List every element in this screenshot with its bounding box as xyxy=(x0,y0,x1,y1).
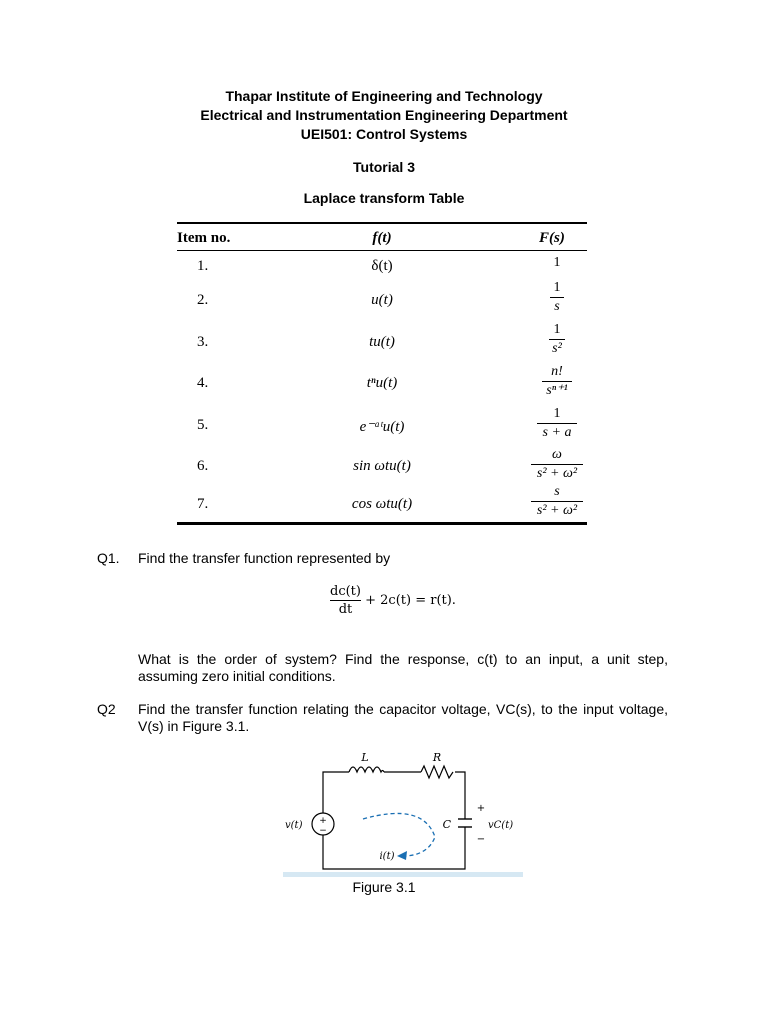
fs-numerator: ω xyxy=(552,447,562,462)
fs-denominator: s + a xyxy=(542,425,572,440)
fraction-bar xyxy=(542,381,572,382)
q1-text: Find the transfer function represented by xyxy=(138,550,391,566)
table-row-ft: sin ωtu(t) xyxy=(353,458,411,474)
header-ft: f(t) xyxy=(372,230,392,246)
table-row-ft: u(t) xyxy=(371,292,393,308)
source-plus: + xyxy=(319,816,327,826)
fs-denominator: s² + ω² xyxy=(536,503,578,518)
fraction-bar xyxy=(549,339,565,340)
cap-minus: − xyxy=(476,834,486,845)
table-row-item: 7. xyxy=(197,496,209,512)
fraction-bar xyxy=(531,464,583,465)
table-row-item: 5. xyxy=(197,417,209,433)
table-row-item: 3. xyxy=(197,334,209,350)
q2-text: Find the transfer function relating the capacitor voltage, VC(s), to the input voltage, V(s) in Figure 3.1. xyxy=(138,701,668,734)
fraction-bar xyxy=(550,297,564,298)
table-row-fs xyxy=(522,255,592,271)
header-item-no: Item no. xyxy=(177,230,231,246)
figure-baseline xyxy=(283,872,523,877)
fs-denominator: s² xyxy=(552,341,562,356)
table-title: Laplace transform Table xyxy=(303,190,465,206)
q1-equation xyxy=(330,583,456,618)
table-row-ft: δ(t) xyxy=(371,258,393,274)
table-row-fs xyxy=(522,280,592,315)
laplace-table xyxy=(177,222,587,525)
label-resistor: R xyxy=(432,751,442,764)
cap-plus: + xyxy=(476,803,486,814)
table-row-item: 6. xyxy=(197,458,209,474)
institute-name: Thapar Institute of Engineering and Technology xyxy=(225,88,543,104)
q2-label: Q2 xyxy=(97,701,116,717)
fs-numerator: 1 xyxy=(553,406,561,421)
fs-denominator: sⁿ⁺¹ xyxy=(546,383,568,398)
q1-followup: What is the order of system? Find the response, c(t) to an input, a unit step, assuming zero initial conditions. xyxy=(138,651,668,684)
label-source-voltage: v(t) xyxy=(285,820,303,831)
label-capacitor: C xyxy=(442,818,451,831)
table-header-rule xyxy=(177,250,587,251)
table-row-fs xyxy=(522,406,592,441)
fs-numerator: 1 xyxy=(553,255,561,270)
eq-fraction xyxy=(330,583,361,618)
source-minus: − xyxy=(319,826,327,836)
table-row-fs xyxy=(522,364,592,399)
table-row-fs xyxy=(522,322,592,357)
table-bottom-rule xyxy=(177,522,587,525)
fraction-bar xyxy=(531,501,583,502)
rlc-circuit-diagram xyxy=(283,747,523,877)
table-row-item: 1. xyxy=(197,258,209,274)
table-row-fs xyxy=(522,484,592,519)
q1-label: Q1. xyxy=(97,550,120,566)
table-row-ft: cos ωtu(t) xyxy=(351,496,413,512)
voltage-source-symbol xyxy=(312,813,334,836)
fs-denominator: s xyxy=(554,299,560,314)
header-fs: F(s) xyxy=(539,230,565,246)
fraction-bar xyxy=(537,423,577,424)
eq-denominator: dt xyxy=(338,602,353,617)
table-row-ft: e⁻ᵃᵗu(t) xyxy=(359,419,405,435)
figure-caption: Figure 3.1 xyxy=(352,879,416,895)
label-current: i(t) xyxy=(379,851,395,862)
tutorial-title: Tutorial 3 xyxy=(353,159,415,175)
label-inductor: L xyxy=(361,751,369,764)
table-row-item: 2. xyxy=(197,292,209,308)
table-row-item: 4. xyxy=(197,375,209,391)
fs-denominator: s² + ω² xyxy=(536,466,578,481)
course-title: UEI501: Control Systems xyxy=(300,126,468,142)
table-row-ft: tⁿu(t) xyxy=(366,375,398,391)
department-name: Electrical and Instrumentation Engineering Department xyxy=(200,107,568,123)
label-capacitor-voltage: vC(t) xyxy=(488,820,514,831)
table-row-fs xyxy=(522,447,592,482)
fs-numerator: n! xyxy=(551,364,563,379)
table-row-ft: tu(t) xyxy=(369,334,395,350)
eq-rest: + 2c(t) = r(t). xyxy=(365,593,456,608)
circuit-figure xyxy=(283,747,523,877)
fs-numerator: 1 xyxy=(553,322,561,337)
fs-numerator: s xyxy=(554,484,560,499)
table-top-rule xyxy=(177,222,587,224)
eq-numerator: dc(t) xyxy=(330,584,361,599)
fs-numerator: 1 xyxy=(553,280,561,295)
